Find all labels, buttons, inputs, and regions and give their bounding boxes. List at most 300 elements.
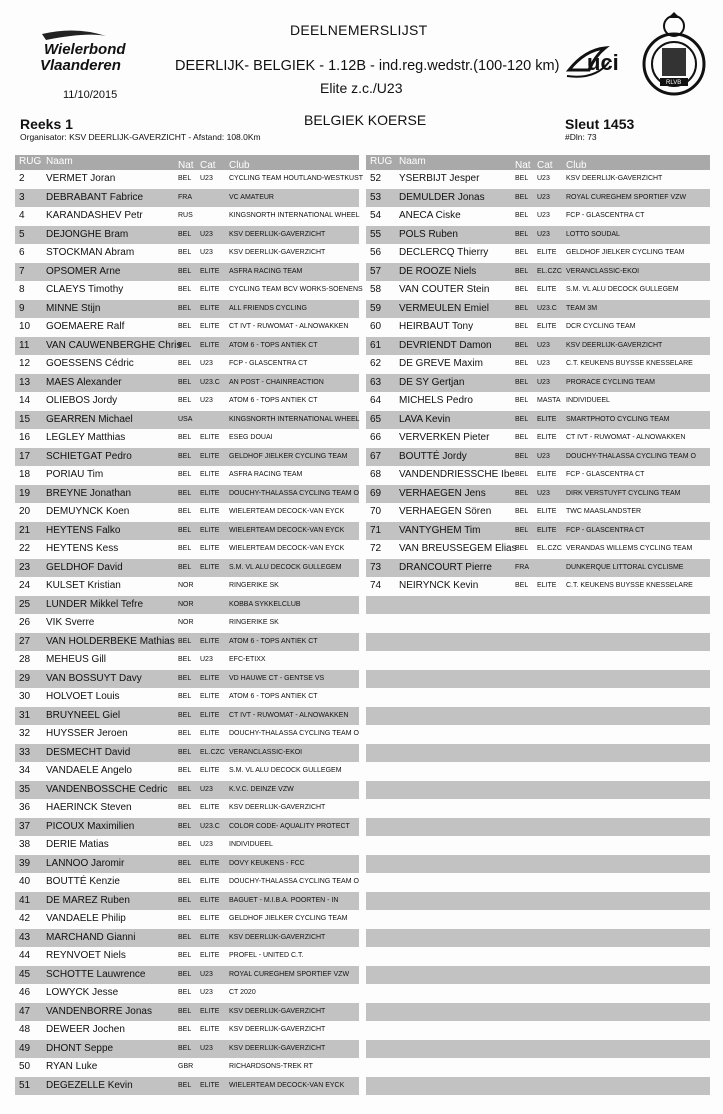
rug-cell: 74 xyxy=(370,580,382,591)
table-row xyxy=(15,577,359,596)
table-row xyxy=(15,318,359,337)
nat-cell: BEL xyxy=(515,452,529,460)
table-row xyxy=(366,1058,710,1077)
club-cell: KSV DEERLIJK-GAVERZICHT xyxy=(229,1026,326,1033)
naam-cell: REYNVOET Niels xyxy=(46,950,126,961)
naam-cell: VIK Sverre xyxy=(46,617,95,628)
col-nat: Nat xyxy=(178,160,194,171)
table-row xyxy=(15,522,359,541)
rug-cell: 6 xyxy=(19,247,25,258)
cat-cell: U23 xyxy=(537,230,550,238)
rug-cell: 10 xyxy=(19,321,31,332)
cat-cell: U23 xyxy=(200,360,213,367)
table-row xyxy=(366,688,710,707)
club-cell: BAGUET - M.I.B.A. POORTEN - IN xyxy=(229,896,339,904)
table-row xyxy=(366,263,710,282)
table-row xyxy=(366,429,710,448)
cat-cell: ELITE xyxy=(200,915,220,922)
rug-cell: 53 xyxy=(370,191,382,203)
club-cell: WIELERTEAM DECOCK-VAN EYCK xyxy=(229,526,345,534)
naam-cell: HEIRBAUT Tony xyxy=(399,321,474,332)
table-row xyxy=(15,281,363,300)
cat-cell: U23.C xyxy=(537,304,557,312)
col-rug: RUG xyxy=(370,156,393,167)
reeks: Reeks 1 xyxy=(20,116,73,132)
table-row xyxy=(15,781,359,800)
nat-cell: BEL xyxy=(178,711,192,719)
category: Elite z.c./U23 xyxy=(320,80,403,96)
naam-cell: DEJONGHE Bram xyxy=(46,228,129,240)
table-row xyxy=(366,522,710,541)
table-row xyxy=(366,1077,710,1096)
club-cell: VERANDAS WILLEMS CYCLING TEAM xyxy=(566,545,693,552)
cat-cell: ELITE xyxy=(200,563,220,571)
rug-cell: 49 xyxy=(19,1042,31,1054)
nat-cell: BEL xyxy=(515,304,529,312)
table-row xyxy=(15,355,359,374)
club-cell: VERANCLASSIC-EKOI xyxy=(229,748,303,756)
cat-cell: U23 xyxy=(537,378,550,386)
rug-cell: 28 xyxy=(19,654,31,665)
table-row xyxy=(15,670,359,689)
naam-cell: DE MAREZ Ruben xyxy=(46,894,130,906)
cat-cell: ELITE xyxy=(200,434,220,441)
naam-cell: BREYNE Jonathan xyxy=(46,487,132,499)
rug-cell: 73 xyxy=(370,561,382,573)
nat-cell: BEL xyxy=(515,508,529,515)
nat-cell: BEL xyxy=(515,193,529,201)
nat-cell: BEL xyxy=(178,1081,192,1089)
naam-cell: POLS Ruben xyxy=(399,228,458,240)
rug-cell: 15 xyxy=(19,413,31,425)
rug-cell: 47 xyxy=(19,1005,31,1017)
col-cat: Cat xyxy=(537,160,553,171)
nat-cell: BEL xyxy=(178,841,192,848)
rug-cell: 64 xyxy=(370,395,382,406)
naam-cell: HEYTENS Kess xyxy=(46,543,119,554)
naam-cell: VAN BOSSUYT Davy xyxy=(46,672,142,684)
cat-cell: ELITE xyxy=(537,249,557,256)
club-cell: KINGSNORTH INTERNATIONAL WHEEL xyxy=(229,415,360,423)
naam-cell: DERIE Matias xyxy=(46,839,109,850)
table-row xyxy=(15,892,359,911)
naam-cell: VAN CAUWENBERGHE Chris xyxy=(46,339,182,351)
col-naam: Naam xyxy=(399,156,426,167)
naam-cell: VAN BREUSSEGEM Elias xyxy=(399,543,517,554)
nat-cell: BEL xyxy=(178,989,192,996)
naam-cell: VANDAELE Philip xyxy=(46,913,126,924)
table-row xyxy=(15,170,364,189)
rug-cell: 67 xyxy=(370,450,382,462)
nat-cell: BEL xyxy=(178,952,192,959)
naam-cell: LUNDER Mikkel Tefre xyxy=(46,598,144,610)
rug-cell: 26 xyxy=(19,617,31,628)
naam-cell: CLAEYS Timothy xyxy=(46,284,124,295)
cat-cell: U23 xyxy=(200,175,213,182)
table-row xyxy=(15,244,359,263)
nat-cell: BEL xyxy=(178,489,192,497)
nat-cell: BEL xyxy=(515,526,529,534)
table-row xyxy=(366,559,710,578)
cat-cell: ELITE xyxy=(200,1026,220,1033)
naam-cell: DEGEZELLE Kevin xyxy=(46,1079,133,1091)
naam-cell: BRUYNEEL Giel xyxy=(46,709,121,721)
col-nat: Nat xyxy=(515,160,531,171)
rug-cell: 4 xyxy=(19,210,25,221)
rug-cell: 55 xyxy=(370,228,382,240)
naam-cell: GOESSENS Cédric xyxy=(46,358,134,369)
uci-logo xyxy=(565,40,643,88)
naam-cell: VERMEULEN Emiel xyxy=(399,302,490,314)
club-cell: WIELERTEAM DECOCK-VAN EYCK xyxy=(229,1081,345,1089)
naam-cell: YSERBIJT Jesper xyxy=(399,173,480,184)
cat-cell: ELITE xyxy=(200,526,220,534)
nat-cell: BEL xyxy=(515,230,529,238)
rug-cell: 33 xyxy=(19,746,31,758)
table-row xyxy=(366,318,710,337)
table-row xyxy=(15,337,359,356)
svg-text:uci: uci xyxy=(587,50,619,75)
club-cell: DUNKERQUE LITTORAL CYCLISME xyxy=(566,563,684,571)
participants-table-right xyxy=(366,155,710,1114)
naam-cell: KULSET Kristian xyxy=(46,580,121,591)
table-row xyxy=(366,818,710,837)
table-row xyxy=(366,614,710,633)
club-cell: DOUCHY-THALASSA CYCLING TEAM O xyxy=(566,452,696,460)
nat-cell: BEL xyxy=(178,822,192,830)
club-cell: CT 2020 xyxy=(229,989,256,996)
table-row xyxy=(366,1021,710,1040)
naam-cell: VAN COUTER Stein xyxy=(399,284,490,295)
table-row xyxy=(15,263,359,282)
nat-cell: BEL xyxy=(515,582,529,589)
nat-cell: BEL xyxy=(178,545,192,552)
table-row xyxy=(15,910,359,929)
naam-cell: DEVRIENDT Damon xyxy=(399,339,492,351)
nat-cell: BEL xyxy=(178,785,192,793)
nat-cell: BEL xyxy=(178,896,192,904)
rug-cell: 58 xyxy=(370,284,382,295)
table-row xyxy=(366,1095,710,1114)
cat-cell: U23 xyxy=(200,785,213,793)
rug-cell: 14 xyxy=(19,395,31,406)
cat-cell: ELITE xyxy=(200,730,220,737)
cat-cell: EL.CZC xyxy=(537,545,562,552)
club-cell: K.V.C. DEINZE VZW xyxy=(229,785,294,793)
club-cell: CYCLING TEAM HOUTLAND-WESTKUST xyxy=(229,175,364,182)
table-row xyxy=(366,300,710,319)
naam-cell: HUYSSER Jeroen xyxy=(46,728,128,739)
nat-cell: BEL xyxy=(515,212,529,219)
nat-cell: BEL xyxy=(515,378,529,386)
table-row xyxy=(15,799,359,818)
nat-cell: BEL xyxy=(178,471,192,478)
naam-cell: DEBRABANT Fabrice xyxy=(46,191,144,203)
cat-cell: ELITE xyxy=(200,323,220,330)
cat-cell: ELITE xyxy=(537,526,557,534)
nat-cell: BEL xyxy=(178,1026,192,1033)
club-cell: WIELERTEAM DECOCK-VAN EYCK xyxy=(229,545,345,552)
club-cell: GELDHOF JIELKER CYCLING TEAM xyxy=(566,249,685,256)
club-cell: FCP - GLASCENTRA CT xyxy=(566,526,645,534)
naam-cell: DEWEER Jochen xyxy=(46,1024,125,1035)
rug-cell: 9 xyxy=(19,302,25,314)
table-row xyxy=(15,651,359,670)
rug-cell: 29 xyxy=(19,672,31,684)
rug-cell: 13 xyxy=(19,376,31,388)
cat-cell: U23 xyxy=(200,989,213,996)
club-cell: DOUCHY-THALASSA CYCLING TEAM O xyxy=(229,730,359,737)
table-row xyxy=(15,300,359,319)
club-cell: ATOM 6 - TOPS ANTIEK CT xyxy=(229,397,318,404)
club-cell: KINGSNORTH INTERNATIONAL WHEEL xyxy=(229,212,360,219)
col-naam: Naam xyxy=(46,156,73,167)
club-cell: SMARTPHOTO CYCLING TEAM xyxy=(566,415,670,423)
nat-cell: BEL xyxy=(178,730,192,737)
rug-cell: 39 xyxy=(19,857,31,869)
table-row xyxy=(366,799,710,818)
club-cell: C.T. KEUKENS BUYSSE KNESSELARE xyxy=(566,360,693,367)
nat-cell: NOR xyxy=(178,619,194,626)
cat-cell: ELITE xyxy=(537,415,557,423)
club-cell: ALL FRIENDS CYCLING xyxy=(229,304,307,312)
col-club: Club xyxy=(229,160,250,171)
rug-cell: 36 xyxy=(19,802,31,813)
nat-cell: BEL xyxy=(178,970,192,978)
table-row xyxy=(366,707,710,726)
cat-cell: ELITE xyxy=(200,804,220,811)
cat-cell: U23 xyxy=(537,360,550,367)
table-row xyxy=(366,947,710,966)
naam-cell: VANDENBORRE Jonas xyxy=(46,1005,152,1017)
naam-cell: HOLVOET Louis xyxy=(46,691,120,702)
table-row xyxy=(366,392,710,411)
table-row xyxy=(366,207,710,226)
cat-cell: ELITE xyxy=(200,896,220,904)
cat-cell: U23 xyxy=(200,249,213,256)
table-row xyxy=(366,1003,710,1022)
rug-cell: 52 xyxy=(370,173,382,184)
rug-cell: 23 xyxy=(19,561,31,573)
table-row xyxy=(15,929,359,948)
club-cell: GELDHOF JIELKER CYCLING TEAM xyxy=(229,915,348,922)
club-cell: DIRK VERSTUYFT CYCLING TEAM xyxy=(566,489,681,497)
nat-cell: BEL xyxy=(178,1007,192,1015)
table-row xyxy=(15,374,359,393)
table-row xyxy=(366,577,710,596)
rug-cell: 37 xyxy=(19,820,31,832)
table-row xyxy=(15,855,359,874)
nat-cell: BEL xyxy=(515,341,529,349)
wielerbond-vlaanderen-logo xyxy=(36,26,144,76)
club-cell: ATOM 6 - TOPS ANTIEK CT xyxy=(229,693,318,700)
col-club: Club xyxy=(566,160,587,171)
cat-cell: ELITE xyxy=(200,452,220,460)
rug-cell: 69 xyxy=(370,487,382,499)
naam-cell: LOWYCK Jesse xyxy=(46,987,119,998)
table-row xyxy=(15,392,359,411)
naam-cell: DE GREVE Maxim xyxy=(399,358,483,369)
club-cell: WIELERTEAM DECOCK-VAN EYCK xyxy=(229,508,345,515)
naam-cell: DECLERCQ Thierry xyxy=(399,247,489,258)
club-cell: RICHARDSONS-TREK RT xyxy=(229,1063,313,1070)
cat-cell: U23 xyxy=(537,489,550,497)
rug-cell: 31 xyxy=(19,709,31,721)
table-row xyxy=(15,1003,359,1022)
rug-cell: 65 xyxy=(370,413,382,425)
table-row xyxy=(366,448,710,467)
nat-cell: BEL xyxy=(515,471,529,478)
naam-cell: DE ROOZE Niels xyxy=(399,265,477,277)
club-cell: S.M. VL ALU DECOCK GULLEGEM xyxy=(229,563,342,571)
col-cat: Cat xyxy=(200,160,216,171)
naam-cell: HAERINCK Steven xyxy=(46,802,132,813)
nat-cell: FRA xyxy=(178,193,192,201)
rug-cell: 43 xyxy=(19,931,31,943)
table-row xyxy=(15,688,359,707)
club-cell: KSV DEERLIJK-GAVERZICHT xyxy=(229,230,326,238)
table-row xyxy=(15,207,359,226)
nat-cell: BEL xyxy=(178,804,192,811)
table-row xyxy=(15,226,359,245)
nat-cell: BEL xyxy=(178,933,192,941)
club-cell: ASFRA RACING TEAM xyxy=(229,471,303,478)
nat-cell: NOR xyxy=(178,582,194,589)
participants-table-left xyxy=(15,155,364,1095)
naam-cell: BOUTTÉ Kenzie xyxy=(46,876,120,887)
rug-cell: 71 xyxy=(370,524,382,536)
nat-cell: RUS xyxy=(178,212,193,219)
nat-cell: FRA xyxy=(515,563,529,571)
rug-cell: 16 xyxy=(19,432,31,443)
club-cell: PRORACE CYCLING TEAM xyxy=(566,378,655,386)
table-row xyxy=(15,725,359,744)
table-row xyxy=(366,485,710,504)
event-title: DEERLIJK- BELGIEK - 1.12B - ind.reg.wedstr.(100-120 km) xyxy=(175,58,560,74)
nat-cell: BEL xyxy=(178,526,192,534)
club-cell: PROFEL - UNITED C.T. xyxy=(229,952,304,959)
club-cell: GELDHOF JIELKER CYCLING TEAM xyxy=(229,452,348,460)
cat-cell: U23 xyxy=(537,175,550,182)
table-row xyxy=(366,281,710,300)
rug-cell: 30 xyxy=(19,691,31,702)
rug-cell: 54 xyxy=(370,210,382,221)
club-cell: VC AMATEUR xyxy=(229,193,274,201)
table-row xyxy=(15,633,359,652)
rug-cell: 5 xyxy=(19,228,25,240)
rug-cell: 24 xyxy=(19,580,31,591)
naam-cell: MICHELS Pedro xyxy=(399,395,473,406)
cat-cell: U23.C xyxy=(200,822,220,830)
club-cell: KSV DEERLIJK-GAVERZICHT xyxy=(229,249,326,256)
table-header xyxy=(15,155,359,170)
club-cell: ATOM 6 - TOPS ANTIEK CT xyxy=(229,637,318,645)
table-row xyxy=(15,503,359,522)
cat-cell: ELITE xyxy=(200,1007,220,1015)
cat-cell: ELITE xyxy=(200,286,220,293)
nat-cell: BEL xyxy=(515,286,529,293)
nat-cell: BEL xyxy=(178,304,192,312)
rug-cell: 19 xyxy=(19,487,31,499)
rug-cell: 72 xyxy=(370,543,382,554)
cat-cell: U23 xyxy=(200,230,213,238)
naam-cell: MAES Alexander xyxy=(46,376,122,388)
col-rug: RUG xyxy=(19,156,42,167)
nat-cell: BEL xyxy=(515,489,529,497)
naam-cell: KARANDASHEV Petr xyxy=(46,210,143,221)
cat-cell: EL.CZC xyxy=(537,267,562,275)
cat-cell: ELITE xyxy=(537,434,557,441)
rug-cell: 3 xyxy=(19,191,25,203)
cat-cell: EL.CZC xyxy=(200,748,225,756)
rug-cell: 8 xyxy=(19,284,25,295)
rug-cell: 48 xyxy=(19,1024,31,1035)
table-row xyxy=(366,929,710,948)
naam-cell: GEARREN Michael xyxy=(46,413,133,425)
nat-cell: BEL xyxy=(515,434,529,441)
table-row xyxy=(366,836,710,855)
table-row xyxy=(366,596,710,615)
naam-cell: MEHEUS Gill xyxy=(46,654,107,665)
table-row xyxy=(15,1040,359,1059)
nat-cell: BEL xyxy=(515,360,529,367)
table-row xyxy=(15,614,359,633)
nat-cell: BEL xyxy=(178,859,192,867)
table-row xyxy=(366,374,710,393)
nat-cell: BEL xyxy=(515,323,529,330)
cat-cell: ELITE xyxy=(200,508,220,515)
table-row xyxy=(15,947,359,966)
rug-cell: 40 xyxy=(19,876,31,887)
rug-cell: 60 xyxy=(370,321,382,332)
club-cell: DOVY KEUKENS - FCC xyxy=(229,859,305,867)
club-cell: KSV DEERLIJK-GAVERZICHT xyxy=(566,341,663,349)
table-row xyxy=(15,966,359,985)
table-row xyxy=(15,1021,359,1040)
rug-cell: 45 xyxy=(19,968,31,980)
table-row xyxy=(366,189,710,208)
race-name: BELGIEK KOERSE xyxy=(304,112,427,128)
rug-cell: 44 xyxy=(19,950,31,961)
nat-cell: USA xyxy=(178,415,193,423)
club-cell: ASFRA RACING TEAM xyxy=(229,267,303,275)
club-cell: KSV DEERLIJK-GAVERZICHT xyxy=(229,804,326,811)
club-cell: LOTTO SOUDAL xyxy=(566,230,620,238)
rug-cell: 68 xyxy=(370,469,382,480)
cat-cell: ELITE xyxy=(200,859,220,867)
cat-cell: U23 xyxy=(200,656,213,663)
cat-cell: ELITE xyxy=(537,471,557,478)
naam-cell: PICOUX Maximilien xyxy=(46,820,135,832)
rug-cell: 61 xyxy=(370,339,382,351)
rug-cell: 32 xyxy=(19,728,31,739)
club-cell: KSV DEERLIJK-GAVERZICHT xyxy=(229,1044,326,1052)
cat-cell: ELITE xyxy=(200,1081,220,1089)
club-cell: INDIVIDUEEL xyxy=(229,841,273,848)
club-cell: TWC MAASLANDSTER xyxy=(566,508,642,515)
naam-cell: LAVA Kevin xyxy=(399,413,451,425)
club-cell: DOUCHY-THALASSA CYCLING TEAM O xyxy=(229,489,359,497)
rug-cell: 22 xyxy=(19,543,31,554)
naam-cell: BOUTTÉ Jordy xyxy=(399,450,467,462)
club-cell: FCP - GLASCENTRA CT xyxy=(566,471,645,478)
table-row xyxy=(366,226,710,245)
nat-cell: BEL xyxy=(178,267,192,275)
club-cell: AN POST - CHAINREACTION xyxy=(229,378,324,386)
nat-cell: BEL xyxy=(515,267,529,275)
cat-cell: ELITE xyxy=(200,637,220,645)
table-row xyxy=(15,762,359,781)
